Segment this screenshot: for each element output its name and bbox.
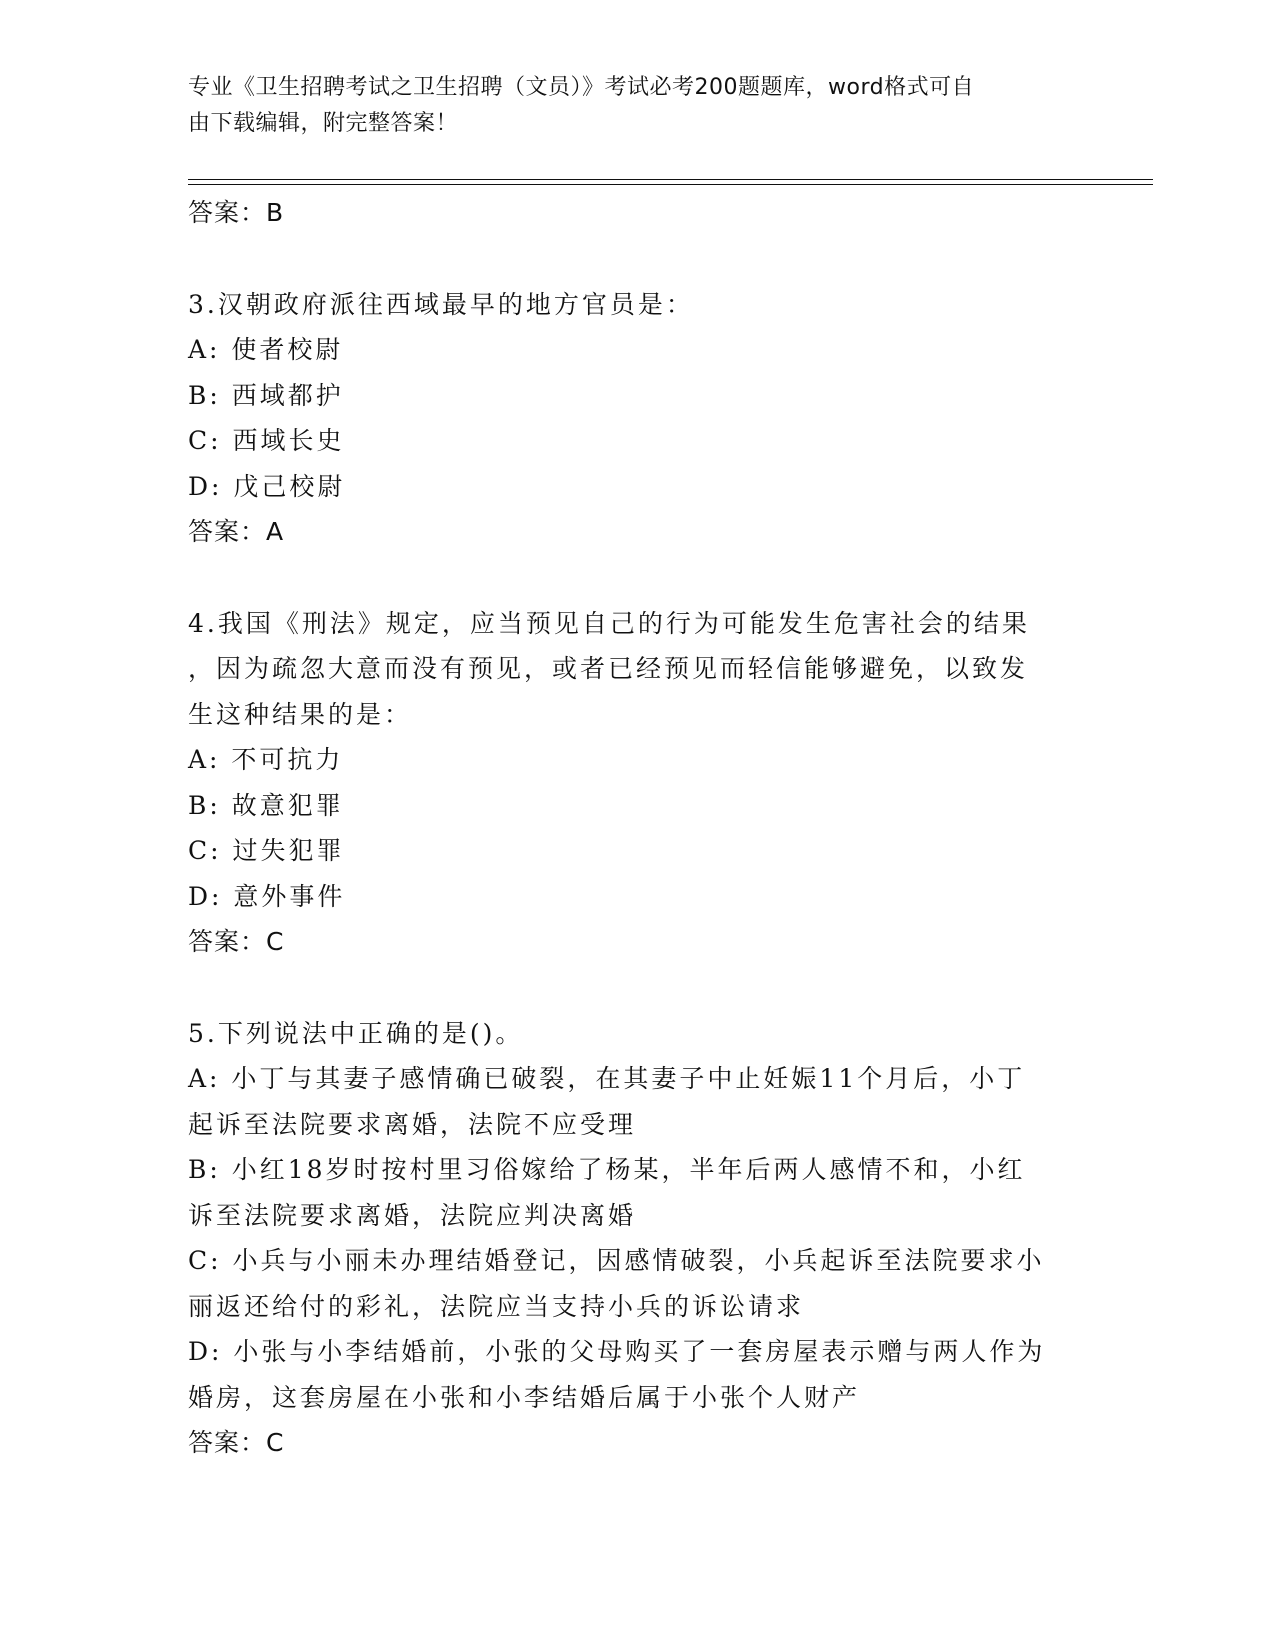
option-a: A: 使者校尉: [188, 335, 344, 364]
option-d: D: 意外事件: [188, 881, 346, 911]
option-d: D: 戊己校尉: [188, 471, 346, 501]
option-b: B: 小红18岁时按村里习俗嫁给了杨某，半年后两人感情不和，小红: [188, 1155, 1026, 1184]
question-title-line: 生这种结果的是：: [188, 699, 413, 729]
header-line-2: 由下载编辑，附完整答案！: [188, 111, 459, 136]
option-d-cont: 婚房，这套房屋在小张和小李结婚后属于小张个人财产: [188, 1382, 861, 1412]
question-5: [188, 1011, 1088, 1466]
question-title: 5.下列说法中正确的是()。: [188, 1018, 524, 1048]
spacer: [188, 965, 1088, 1011]
option-b: B: 故意犯罪: [188, 790, 344, 820]
answer: 答案：C: [188, 1428, 285, 1457]
answer: 答案：C: [188, 927, 285, 956]
document-header: [188, 70, 1068, 142]
option-d: D: 小张与小李结婚前，小张的父母购买了一套房屋表示赠与两人作为: [188, 1337, 1046, 1366]
question-4: [188, 601, 1088, 965]
spacer: [188, 236, 1088, 282]
option-c: C: 西域长史: [188, 426, 345, 455]
option-c-cont: 丽返还给付的彩礼，法院应当支持小兵的诉讼请求: [188, 1291, 805, 1321]
spacer: [188, 555, 1088, 601]
option-b-cont: 诉至法院要求离婚，法院应判决离婚: [188, 1200, 637, 1230]
option-a: A: 小丁与其妻子感情确已破裂，在其妻子中止妊娠11个月后，小丁: [188, 1064, 1026, 1093]
option-b: B: 西域都护: [188, 380, 344, 410]
header-rule-top: [188, 179, 1153, 180]
header-rule-bottom: [188, 184, 1153, 185]
question-title-line: ，因为疏忽大意而没有预见，或者已经预见而轻信能够避免，以致发: [188, 654, 1029, 683]
answer: 答案：A: [188, 517, 285, 546]
option-c: C: 小兵与小丽未办理结婚登记，因感情破裂，小兵起诉至法院要求小: [188, 1246, 1045, 1275]
document-body: [188, 190, 1088, 1466]
question-3: [188, 282, 1088, 555]
option-a-cont: 起诉至法院要求离婚，法院不应受理: [188, 1109, 637, 1139]
option-c: C: 过失犯罪: [188, 836, 345, 865]
previous-answer: 答案：B: [188, 198, 285, 227]
question-title: 3.汉朝政府派往西域最早的地方官员是：: [188, 289, 694, 319]
option-a: A: 不可抗力: [188, 745, 344, 774]
question-title-line: 4.我国《刑法》规定，应当预见自己的行为可能发生危害社会的结果: [188, 608, 1030, 638]
header-line-1: 专业《卫生招聘考试之卫生招聘（文员）》考试必考200题题库，word格式可自: [188, 75, 975, 100]
